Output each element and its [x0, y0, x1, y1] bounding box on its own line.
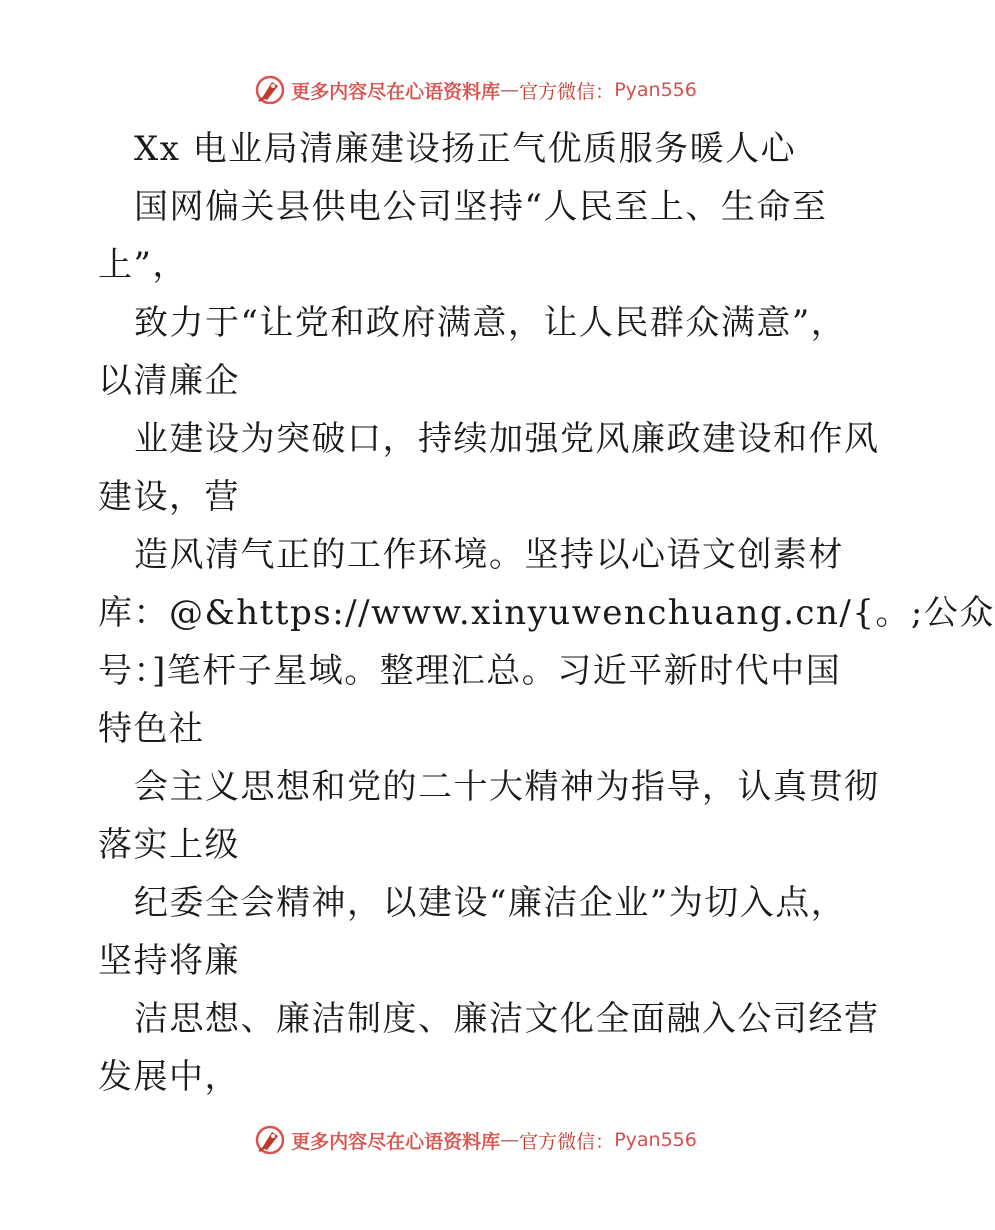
banner-wechat-label: 官方微信：	[519, 80, 615, 103]
pen-nib-logo-icon	[253, 1123, 287, 1157]
body-line: 号：]笔杆子星域。整理汇总。习近平新时代中国	[98, 651, 842, 691]
banner-dash: —	[500, 79, 520, 101]
body-line: 会主义思想和党的二十大精神为指导，认真贯彻	[134, 767, 880, 807]
document-body	[98, 120, 995, 1106]
footer-banner	[0, 1120, 950, 1160]
body-line: 国网偏关县供电公司坚持“人民至上、生命至	[134, 187, 828, 227]
body-line: 造风清气正的工作环境。坚持以心语文创素材	[134, 535, 844, 575]
body-line: 库：@&https://www.xinyuwenchuang.cn/{。;公众	[98, 593, 995, 633]
body-line: 致力于“让党和政府满意，让人民群众满意”，	[134, 303, 847, 343]
header-banner	[0, 70, 950, 110]
banner-wechat-id: Pyan556	[614, 79, 697, 101]
banner-wechat-id: Pyan556	[614, 1129, 697, 1151]
document-title: Xx 电业局清廉建设扬正气优质服务暖人心	[134, 129, 797, 169]
body-line: 发展中，	[98, 1057, 240, 1097]
pen-nib-logo-icon	[253, 73, 287, 107]
body-line: 建设，营	[98, 477, 240, 517]
body-line: 业建设为突破口，持续加强党风廉政建设和作风	[134, 419, 880, 459]
body-line: 纪委全会精神，以建设“廉洁企业”为切入点，	[134, 883, 847, 923]
body-line: 坚持将廉	[98, 941, 240, 981]
body-line: 以清廉企	[98, 361, 240, 401]
banner-dash: —	[500, 1129, 520, 1151]
body-line: 洁思想、廉洁制度、廉洁文化全面融入公司经营	[134, 999, 880, 1039]
banner-lead-text: 更多内容尽在心语资料库	[291, 80, 501, 103]
body-line: 落实上级	[98, 825, 240, 865]
body-line: 特色社	[98, 709, 205, 749]
banner-lead-text: 更多内容尽在心语资料库	[291, 1130, 501, 1153]
body-line: 上”，	[98, 245, 188, 285]
banner-wechat-label: 官方微信：	[519, 1130, 615, 1153]
